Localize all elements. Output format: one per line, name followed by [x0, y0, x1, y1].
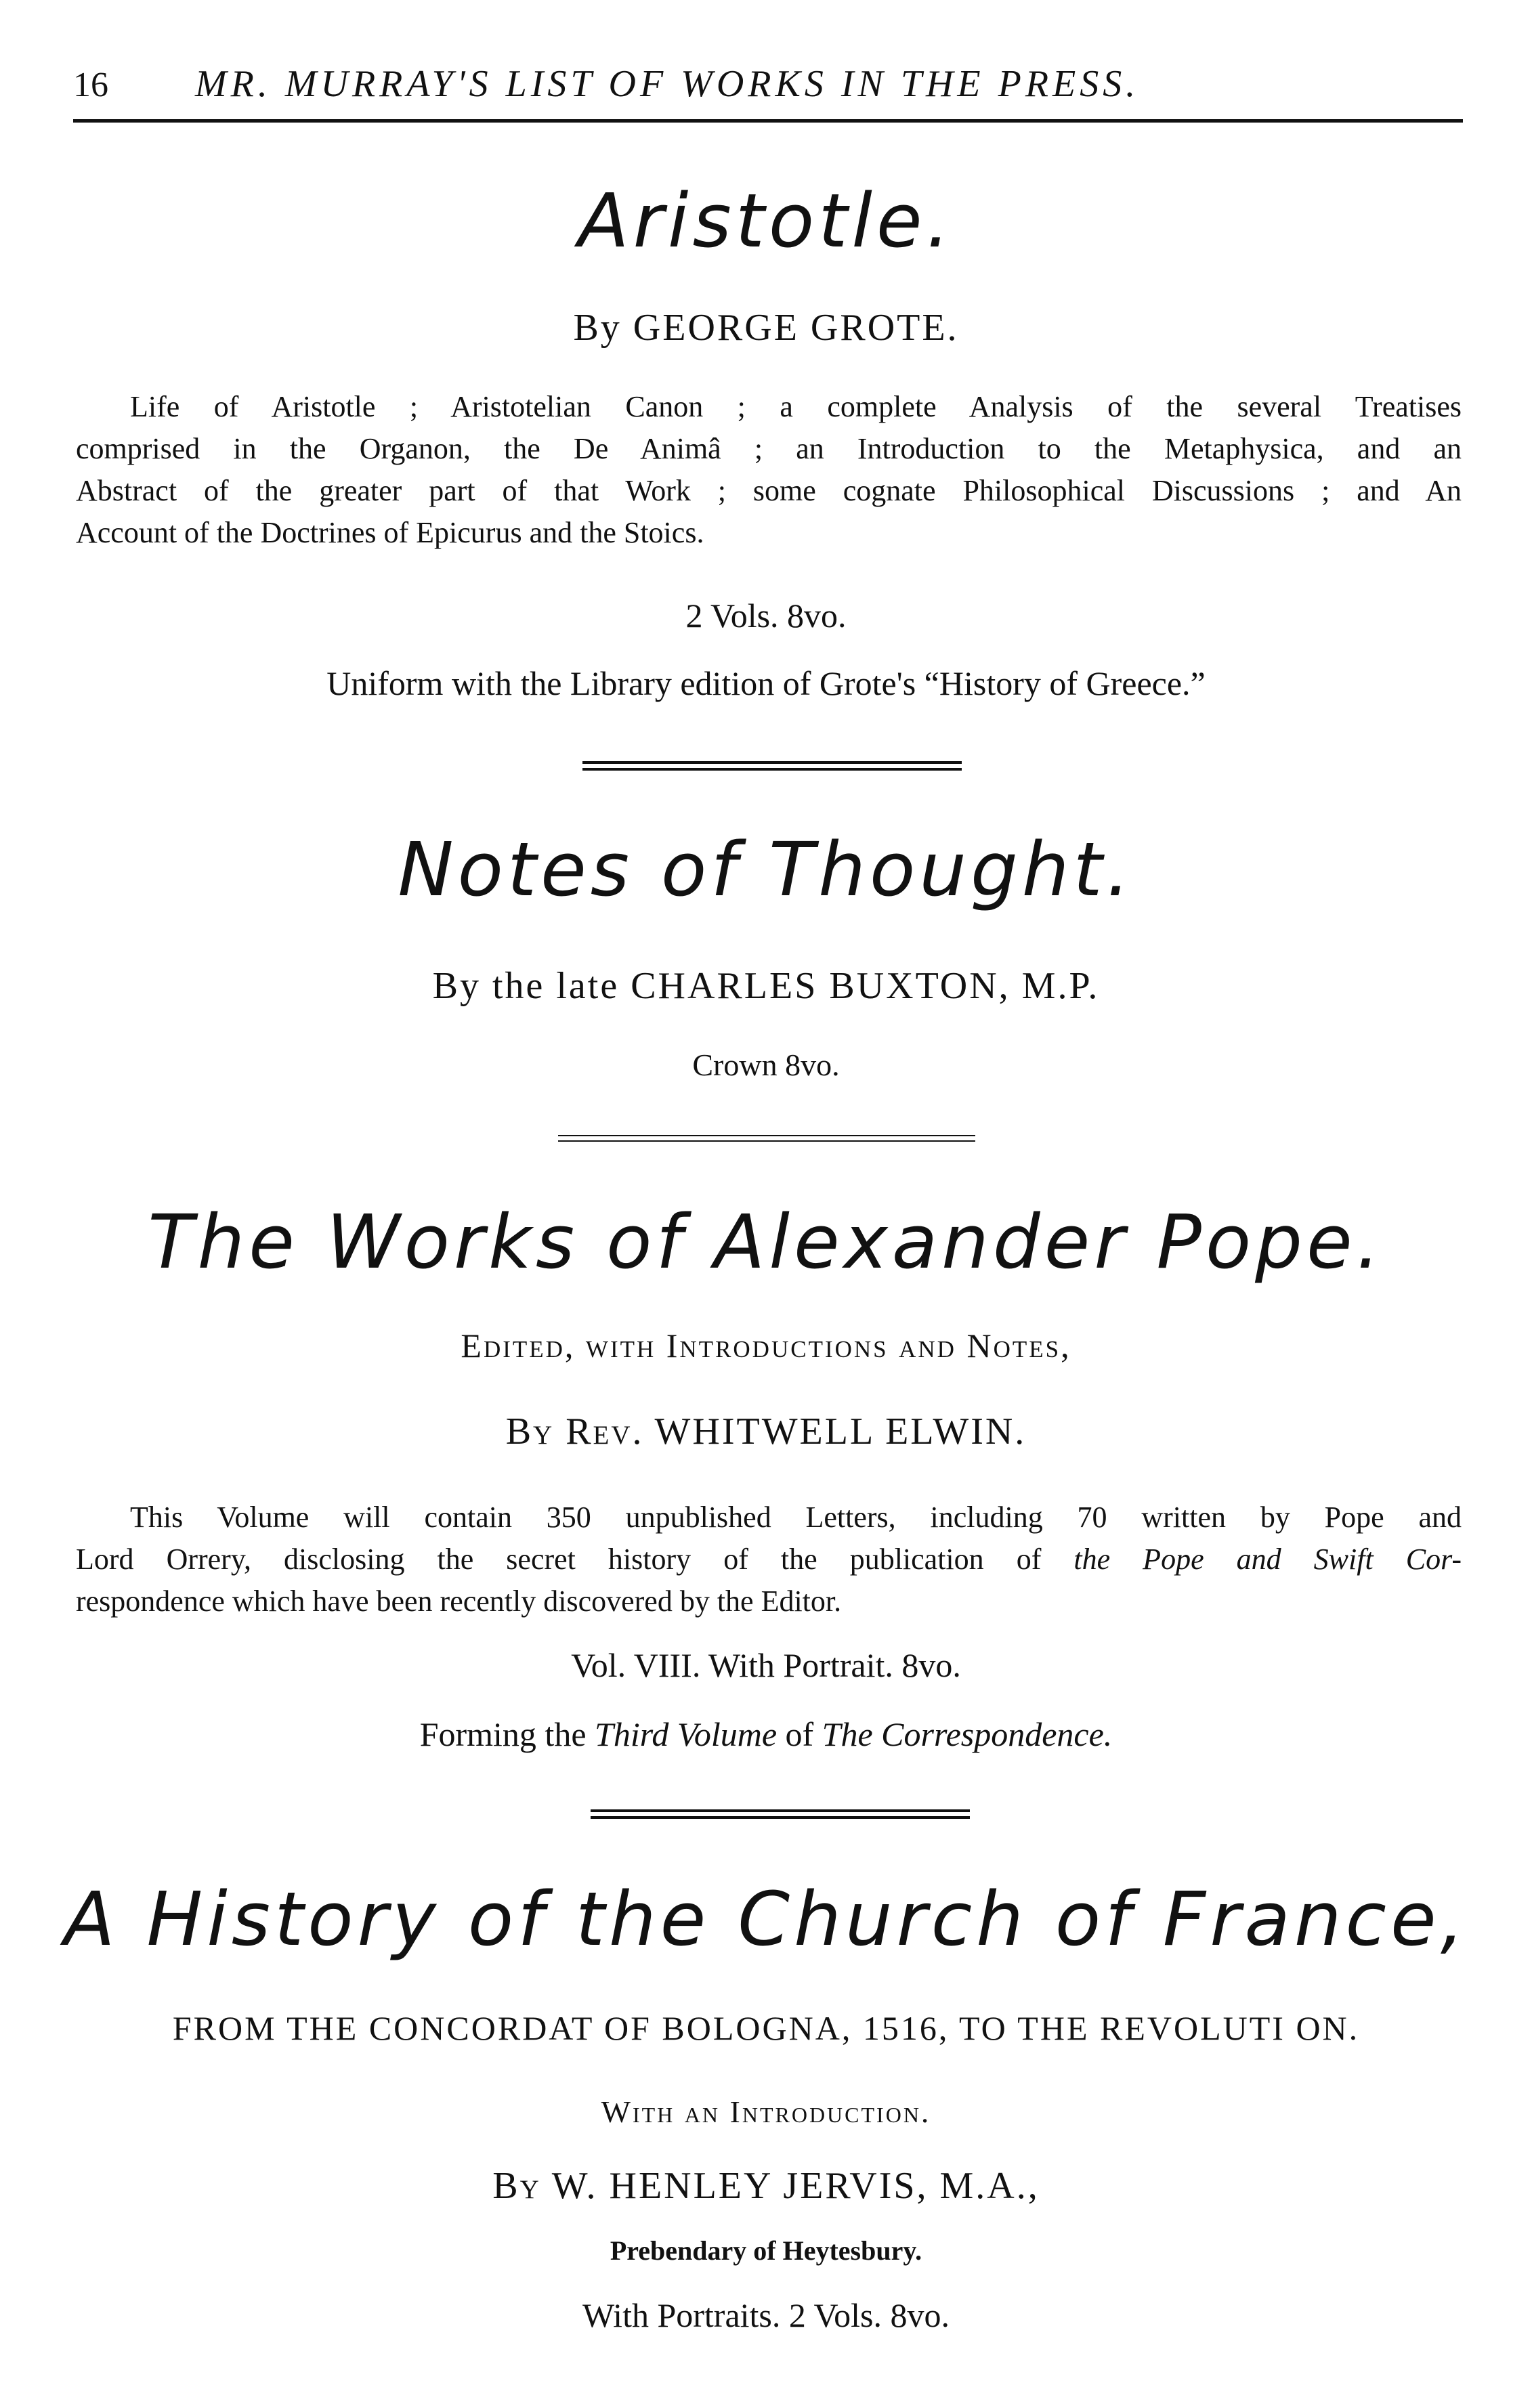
note-italic: Third Volume [595, 1715, 778, 1753]
entry-description-aristotle [76, 386, 1462, 554]
description-line: Account of the Doctrines of Epicurus and the Stoics. [76, 516, 704, 549]
note-italic: The Correspondence. [822, 1715, 1113, 1753]
description-line [76, 1539, 1462, 1581]
entry-author-role-church-of-france: Prebendary of Heytesbury. [610, 2235, 922, 2266]
author-name: W. HENLEY JERVIS, M.A., [551, 2165, 1040, 2207]
author-name: WHITWELL ELWIN. [654, 1411, 1027, 1453]
description-line: respondence which have been recently discovered by the Editor. [76, 1585, 842, 1618]
section-divider [582, 761, 962, 772]
entry-note-aristotle: Uniform with the Library edition of Grote's “History of Greece.” [326, 664, 1206, 702]
entry-author-notes-of-thought: By the late CHARLES BUXTON, M.P. [432, 965, 1100, 1007]
section-divider [591, 1809, 970, 1820]
entry-title-notes-of-thought: Notes of Thought. [398, 826, 1134, 913]
entry-title-aristotle: Aristotle. [578, 177, 954, 264]
header-rule [73, 119, 1463, 123]
entry-title-pope: The Works of Alexander Pope. [148, 1199, 1384, 1285]
description-italic: the Pope and Swift Cor- [1073, 1543, 1462, 1576]
page-number: 16 [73, 66, 108, 104]
entry-author-pope [0, 1410, 1532, 1453]
section-divider [558, 1135, 975, 1146]
entry-format-church-of-france: With Portraits. 2 Vols. 8vo. [582, 2296, 950, 2334]
entry-format-aristotle: 2 Vols. 8vo. [685, 597, 847, 635]
entry-subtitle-church-of-france: FROM THE CONCORDAT OF BOLOGNA, 1516, TO THE REVOLUTI ON. [172, 2009, 1360, 2047]
note-text: of [777, 1715, 822, 1753]
entry-description-pope [76, 1497, 1462, 1622]
entry-author-church-of-france [0, 2164, 1532, 2208]
entry-note-pope [0, 1715, 1532, 1754]
description-line: Abstract of the greater part of that Work ; some cognate Philosophical Discussions ; and An [76, 474, 1462, 507]
entry-format-pope: Vol. VIII. With Portrait. 8vo. [571, 1646, 961, 1684]
description-line: Life of Aristotle ; Aristotelian Canon ; a complete Analysis of the several Treatises [130, 390, 1462, 423]
running-title: MR. MURRAY'S LIST OF WORKS IN THE PRESS. [195, 63, 1140, 105]
entry-author-aristotle: By GEORGE GROTE. [573, 307, 959, 349]
description-line: This Volume will contain 350 unpublished Letters, including 70 written by Pope and [130, 1501, 1462, 1534]
note-text: Forming the [419, 1715, 595, 1753]
description-text: Lord Orrery, disclosing the secret history of the publication of [76, 1543, 1074, 1576]
entry-intro-church-of-france: With an Introduction. [601, 2094, 931, 2129]
author-prefix: By Rev. [505, 1411, 644, 1453]
author-prefix: By [492, 2165, 541, 2207]
entry-title-church-of-france: A History of the Church of France, [64, 1876, 1468, 1962]
entry-subtitle-pope: Edited, with Introductions and Notes, [461, 1327, 1071, 1364]
description-line: comprised in the Organon, the De Animâ ; an Introduction to the Metaphysica, and an [76, 432, 1462, 465]
entry-format-notes-of-thought: Crown 8vo. [692, 1048, 840, 1082]
